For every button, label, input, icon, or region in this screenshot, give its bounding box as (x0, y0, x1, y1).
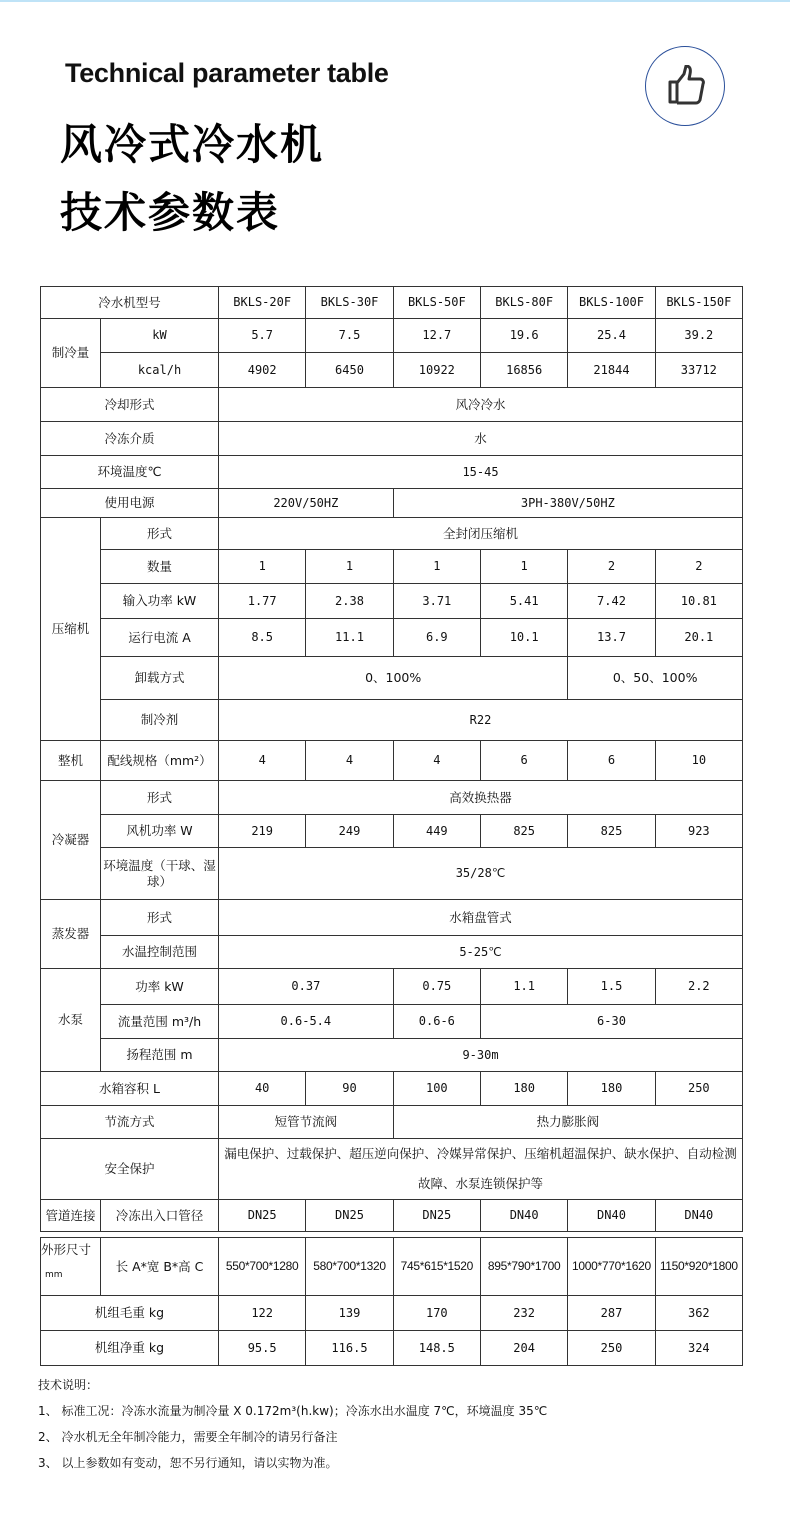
table-cell: 扬程范围 m (101, 1039, 219, 1072)
table-row (41, 619, 743, 657)
english-title: Technical parameter table (65, 58, 389, 88)
table-cell: 4 (393, 741, 480, 781)
table-cell: 冷水机型号 (41, 287, 219, 319)
table-cell: 1 (393, 550, 480, 584)
table-cell: 3.71 (393, 584, 480, 619)
table-row (41, 1331, 743, 1366)
table-row (41, 1106, 743, 1139)
table-cell: 4 (306, 741, 393, 781)
table-row (41, 657, 743, 700)
table-cell: 冷冻介质 (41, 422, 219, 456)
table-row (41, 550, 743, 584)
table-row (41, 1200, 743, 1232)
table-cell: 全封闭压缩机 (219, 518, 743, 550)
table-cell: 运行电流 A (101, 619, 219, 657)
table-cell: 5.7 (219, 319, 306, 353)
table-row (41, 1238, 743, 1296)
table-cell: 配线规格（mm²） (101, 741, 219, 781)
note-item: 3、 以上参数如有变动，恕不另行通知，请以实物为准。 (38, 1456, 338, 1470)
table-cell: 2 (655, 550, 742, 584)
table-cell: 16856 (481, 353, 568, 388)
table-cell: 21844 (568, 353, 655, 388)
chinese-title-line-1: 风冷式冷水机 (60, 120, 325, 169)
table-cell: BKLS-20F (219, 287, 306, 319)
table-cell: 2 (568, 550, 655, 584)
table-row (41, 584, 743, 619)
table-cell: DN25 (393, 1200, 480, 1232)
table-cell: DN25 (219, 1200, 306, 1232)
table-cell: 短管节流阀 (219, 1106, 394, 1139)
table-cell: 95.5 (219, 1331, 306, 1366)
table-cell: BKLS-100F (568, 287, 655, 319)
table-cell: 39.2 (655, 319, 742, 353)
table-row (41, 1072, 743, 1106)
table-cell: 形式 (101, 781, 219, 815)
table-cell: 7.42 (568, 584, 655, 619)
table-cell: 长 A*宽 B*高 C (101, 1238, 219, 1296)
table-cell: 管道连接 (41, 1200, 101, 1232)
table-cell: 水 (219, 422, 743, 456)
table-cell: 324 (655, 1331, 742, 1366)
table-cell: 580*700*1320 (306, 1238, 393, 1296)
table-cell: 使用电源 (41, 489, 219, 518)
table-cell: 8.5 (219, 619, 306, 657)
table-cell: 冷冻出入口管径 (101, 1200, 219, 1232)
table-cell: 6-30 (481, 1005, 743, 1039)
table-cell: 20.1 (655, 619, 742, 657)
table-cell: 10.81 (655, 584, 742, 619)
table-cell: 6 (481, 741, 568, 781)
table-row (41, 319, 743, 353)
table-cell: 12.7 (393, 319, 480, 353)
table-cell: DN40 (481, 1200, 568, 1232)
table-cell: 风冷冷水 (219, 388, 743, 422)
table-cell: 1.1 (481, 969, 568, 1005)
table-row (41, 936, 743, 969)
table-cell: 漏电保护、过载保护、超压逆向保护、冷媒异常保护、压缩机超温保护、缺水保护、自动检测故障、水泵连锁保护等 (219, 1139, 743, 1200)
table-cell: 10.1 (481, 619, 568, 657)
dim-label: 外形尺寸 (41, 1242, 92, 1257)
table-cell: 制冷剂 (101, 700, 219, 741)
table-cell: 5.41 (481, 584, 568, 619)
dim-unit: mm (45, 1269, 63, 1280)
technical-notes (38, 1372, 547, 1476)
table-cell: 250 (655, 1072, 742, 1106)
table-cell: 449 (393, 815, 480, 848)
table-cell: BKLS-30F (306, 287, 393, 319)
table-row (41, 741, 743, 781)
table-cell: kW (101, 319, 219, 353)
table-cell: 6 (568, 741, 655, 781)
table-cell: 4902 (219, 353, 306, 388)
table-cell: 122 (219, 1296, 306, 1331)
table-cell: 895*790*1700 (480, 1238, 567, 1296)
table-cell: 362 (655, 1296, 742, 1331)
table-cell: 热力膨胀阀 (393, 1106, 742, 1139)
table-cell: 148.5 (393, 1331, 480, 1366)
table-cell: 形式 (101, 900, 219, 936)
table-cell: 249 (306, 815, 393, 848)
table-row (41, 848, 743, 900)
table-cell: DN25 (306, 1200, 393, 1232)
table-cell: 2.2 (655, 969, 742, 1005)
table-cell: 制冷量 (41, 319, 101, 388)
table-cell: BKLS-80F (481, 287, 568, 319)
table-cell: 流量范围 m³/h (101, 1005, 219, 1039)
table-cell: 2.38 (306, 584, 393, 619)
table-cell: 0.6-5.4 (219, 1005, 394, 1039)
table-cell: 水箱盘管式 (219, 900, 743, 936)
table-row (41, 1005, 743, 1039)
top-border (0, 0, 790, 2)
table-row (41, 969, 743, 1005)
spec-table (40, 286, 743, 1232)
table-cell: 116.5 (306, 1331, 393, 1366)
table-cell: 1 (306, 550, 393, 584)
table-cell: 冷却形式 (41, 388, 219, 422)
table-row (41, 781, 743, 815)
table-cell: 180 (481, 1072, 568, 1106)
table-cell: 220V/50HZ (219, 489, 394, 518)
table-cell: 冷凝器 (41, 781, 101, 900)
dimension-table (40, 1237, 743, 1366)
table-cell: 923 (655, 815, 742, 848)
table-cell: DN40 (655, 1200, 742, 1232)
table-cell: 204 (480, 1331, 567, 1366)
table-cell: 数量 (101, 550, 219, 584)
table-cell: 550*700*1280 (219, 1238, 306, 1296)
table-cell: 232 (480, 1296, 567, 1331)
table-cell: 环境温度（干球、湿球） (101, 848, 219, 900)
table-cell: 0、50、100% (568, 657, 743, 700)
table-cell: 节流方式 (41, 1106, 219, 1139)
table-row (41, 1139, 743, 1200)
table-cell: 100 (393, 1072, 480, 1106)
table-cell: 745*615*1520 (393, 1238, 480, 1296)
table-cell: BKLS-150F (655, 287, 742, 319)
table-cell: 卸载方式 (101, 657, 219, 700)
table-cell: 180 (568, 1072, 655, 1106)
table-cell: DN40 (568, 1200, 655, 1232)
notes-title: 技术说明： (38, 1378, 99, 1392)
table-cell: 13.7 (568, 619, 655, 657)
table-cell: 风机功率 W (101, 815, 219, 848)
table-row (41, 1296, 743, 1331)
table-cell: 压缩机 (41, 518, 101, 741)
table-cell: 25.4 (568, 319, 655, 353)
table-cell: 1150*920*1800 (655, 1238, 742, 1296)
table-cell: 250 (568, 1331, 655, 1366)
table-cell: 整机 (41, 741, 101, 781)
table-cell: 10 (655, 741, 742, 781)
note-item: 2、 冷水机无全年制冷能力，需要全年制冷的请另行备注 (38, 1430, 338, 1444)
table-cell: 水泵 (41, 969, 101, 1072)
table-cell: 水温控制范围 (101, 936, 219, 969)
note-item: 1、 标准工况：冷冻水流量为制冷量 X 0.172m³(h.kw)；冷冻水出水温度 7℃，环境温度 35℃ (38, 1404, 548, 1418)
table-cell: 139 (306, 1296, 393, 1331)
table-cell: 7.5 (306, 319, 393, 353)
table-cell: 11.1 (306, 619, 393, 657)
table-cell: 825 (481, 815, 568, 848)
table-cell: 6450 (306, 353, 393, 388)
table-row (41, 388, 743, 422)
table-cell: 0.37 (219, 969, 394, 1005)
table-row (41, 700, 743, 741)
table-cell: 19.6 (481, 319, 568, 353)
table-row (41, 422, 743, 456)
table-cell: 40 (219, 1072, 306, 1106)
table-row (41, 900, 743, 936)
table-cell: 机组毛重 kg (41, 1296, 219, 1331)
table-row (41, 489, 743, 518)
table-cell: BKLS-50F (393, 287, 480, 319)
table-cell: 90 (306, 1072, 393, 1106)
table-cell: 水箱容积 L (41, 1072, 219, 1106)
table-cell: 0.75 (393, 969, 480, 1005)
table-cell: 输入功率 kW (101, 584, 219, 619)
table-cell: 33712 (655, 353, 742, 388)
table-cell: 高效换热器 (219, 781, 743, 815)
table-cell: R22 (219, 700, 743, 741)
table-cell: 形式 (101, 518, 219, 550)
table-row (41, 518, 743, 550)
table-cell: 机组净重 kg (41, 1331, 219, 1366)
table-cell: 3PH-380V/50HZ (393, 489, 742, 518)
table-cell: kcal/h (101, 353, 219, 388)
table-cell: 功率 kW (101, 969, 219, 1005)
table-cell: 5-25℃ (219, 936, 743, 969)
table-row (41, 456, 743, 489)
table-cell: 4 (219, 741, 306, 781)
table-cell: 170 (393, 1296, 480, 1331)
table-cell (41, 1238, 101, 1296)
table-cell: 1.77 (219, 584, 306, 619)
table-cell: 1 (219, 550, 306, 584)
table-cell: 0.6-6 (393, 1005, 480, 1039)
table-cell: 1.5 (568, 969, 655, 1005)
table-row (41, 287, 743, 319)
table-cell: 安全保护 (41, 1139, 219, 1200)
table-cell: 1 (481, 550, 568, 584)
table-cell: 0、100% (219, 657, 568, 700)
table-cell: 环境温度℃ (41, 456, 219, 489)
table-cell: 10922 (393, 353, 480, 388)
table-cell: 825 (568, 815, 655, 848)
table-cell: 9-30m (219, 1039, 743, 1072)
table-row (41, 815, 743, 848)
thumbs-up-icon (645, 46, 725, 126)
table-cell: 15-45 (219, 456, 743, 489)
table-row (41, 1039, 743, 1072)
table-cell: 287 (568, 1296, 655, 1331)
table-cell: 219 (219, 815, 306, 848)
table-cell: 6.9 (393, 619, 480, 657)
table-cell: 1000*770*1620 (568, 1238, 655, 1296)
chinese-title-line-2: 技术参数表 (60, 188, 281, 237)
table-cell: 蒸发器 (41, 900, 101, 969)
table-row (41, 353, 743, 388)
table-cell: 35/28℃ (219, 848, 743, 900)
